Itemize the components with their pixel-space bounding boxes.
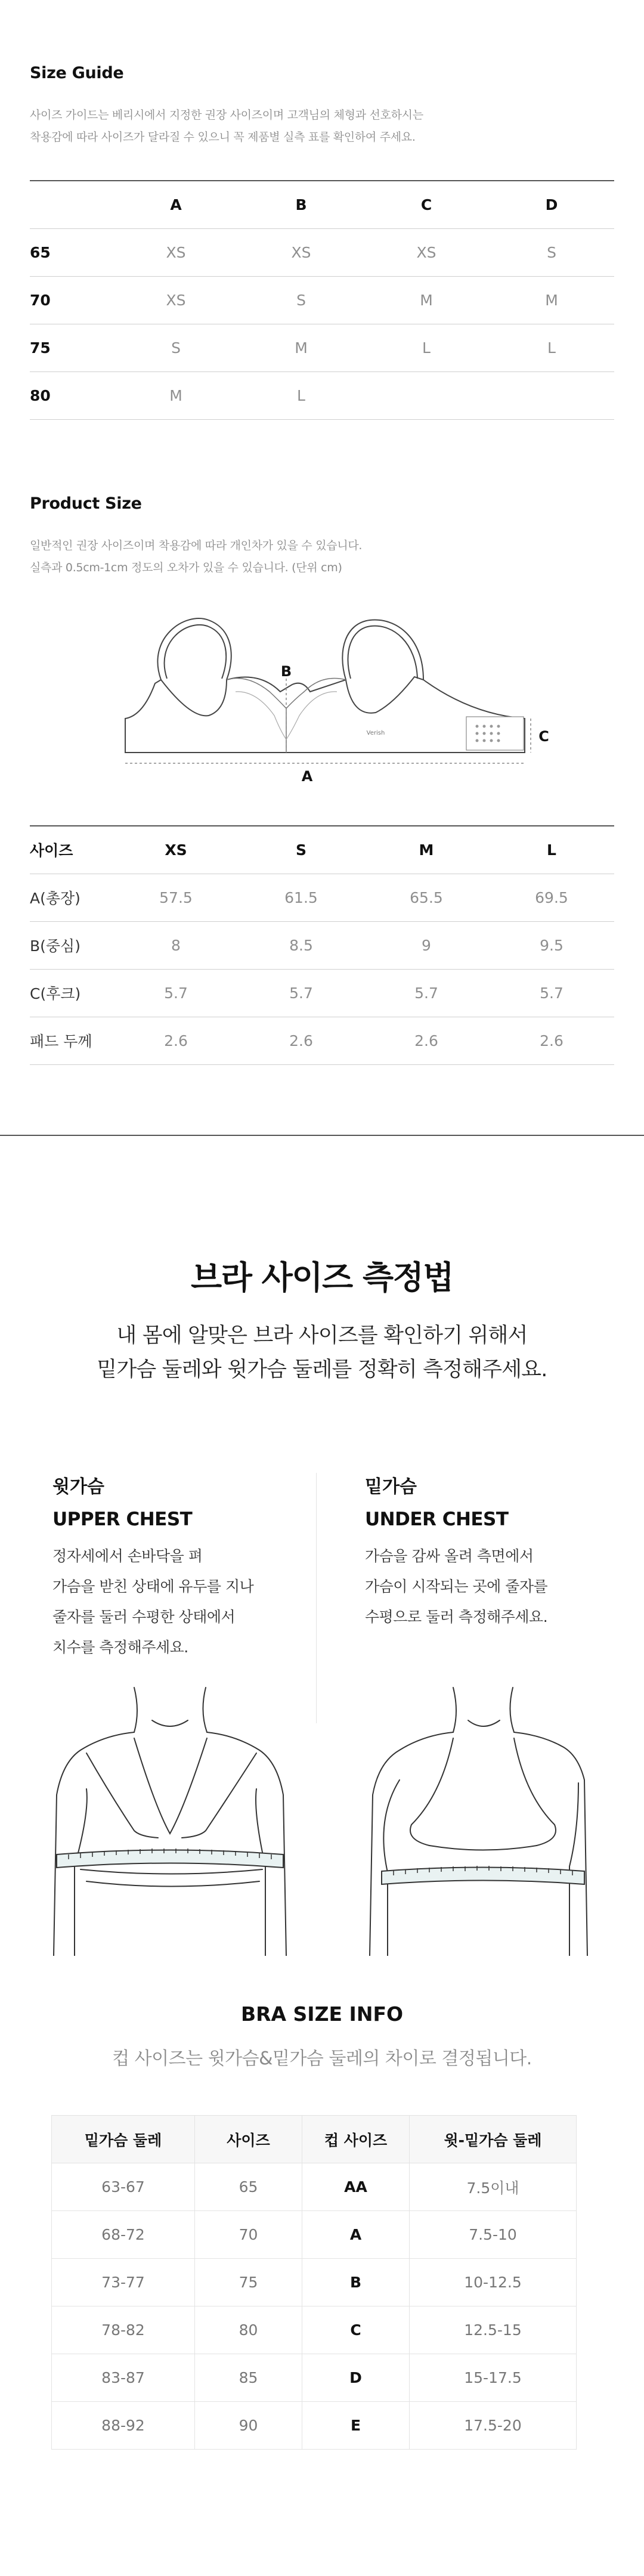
table-row (52, 2211, 577, 2259)
size-cell: L (489, 324, 614, 371)
column-header: XS (113, 826, 239, 874)
size-cell: L (364, 324, 489, 371)
upper-chest-block (52, 1472, 309, 1662)
product-size-table (30, 825, 614, 1065)
size-cell: 80 (195, 2306, 302, 2354)
size-cell: 70 (195, 2211, 302, 2259)
table-row (30, 969, 614, 1017)
size-cell: 90 (195, 2402, 302, 2450)
difference-cell: 17.5-20 (410, 2402, 577, 2450)
size-cell (489, 371, 614, 419)
under-bust-cell: 78-82 (52, 2306, 195, 2354)
measure-cell: 65.5 (364, 874, 489, 921)
bra-info-table (51, 2115, 577, 2450)
table-row (52, 2402, 577, 2450)
upper-chest-desc: 정자세에서 손바닥을 펴 가슴을 받친 상태에 유두를 지나 줄자를 둘러 수평한 상태에서 치수를 측정해주세요. (52, 1547, 254, 1656)
column-header: S (239, 826, 364, 874)
measure-cell: 2.6 (113, 1017, 239, 1064)
diagram-brand-tag: Verish (366, 730, 385, 736)
upper-chest-title-kr: 윗가슴 (52, 1476, 104, 1497)
measure-cell: 2.6 (489, 1017, 614, 1064)
difference-cell: 15-17.5 (410, 2354, 577, 2402)
column-header: 사이즈 (195, 2116, 302, 2163)
table-row (30, 228, 614, 276)
upper-chest-title-en: UPPER CHEST (52, 1509, 193, 1530)
measure-cell: 5.7 (113, 969, 239, 1017)
column-header: L (489, 826, 614, 874)
under-bust-cell: 88-92 (52, 2402, 195, 2450)
under-chest-desc: 가슴을 감싸 올려 측면에서 가슴이 시작되는 곳에 줄자를 수평으로 둘러 측정해주세요. (365, 1547, 548, 1626)
difference-cell: 7.5이내 (410, 2163, 577, 2211)
table-header-row (30, 826, 614, 874)
size-guide-title: Size Guide (30, 64, 124, 82)
measure-cell: 8.5 (239, 921, 364, 969)
size-guide-desc: 사이즈 가이드는 베리시에서 지정한 권장 사이즈이며 고객님의 체형과 선호하시는 착용감에 따라 사이즈가 달라질 수 있으니 꼭 제품별 실측 표를 확인하여 주세요. (30, 109, 423, 144)
table-header-row (30, 181, 614, 228)
table-row (52, 2163, 577, 2211)
under-chest-block (365, 1472, 621, 1632)
size-cell: 75 (195, 2259, 302, 2306)
measure-cell: 5.7 (239, 969, 364, 1017)
table-row (52, 2259, 577, 2306)
band-cell: 65 (30, 228, 113, 276)
measure-cell: 2.6 (364, 1017, 489, 1064)
table-row (30, 324, 614, 371)
measure-cell: 8 (113, 921, 239, 969)
column-header: B (239, 181, 364, 228)
measure-label: A(총장) (30, 874, 113, 921)
size-cell: M (364, 276, 489, 324)
column-header: D (489, 181, 614, 228)
column-header: 밑가슴 둘레 (52, 2116, 195, 2163)
bra-diagram (113, 614, 555, 793)
column-header: C (364, 181, 489, 228)
size-guide-section (30, 64, 614, 148)
measure-cell: 2.6 (239, 1017, 364, 1064)
cup-cell: E (302, 2402, 410, 2450)
size-cell: XS (113, 276, 239, 324)
column-header (30, 181, 113, 228)
cup-cell: AA (302, 2163, 410, 2211)
column-header: M (364, 826, 489, 874)
product-size-table-wrap (30, 825, 614, 1065)
size-cell: M (489, 276, 614, 324)
under-bust-cell: 63-67 (52, 2163, 195, 2211)
diagram-label-c: C (538, 728, 549, 745)
measure-cell: 9 (364, 921, 489, 969)
table-header-row (52, 2116, 577, 2163)
measure-subtitle: 내 몸에 알맞은 브라 사이즈를 확인하기 위해서 밑가슴 둘레와 윗가슴 둘레를 정확히 측정해주세요. (97, 1324, 547, 1382)
under-chest-title-kr: 밑가슴 (365, 1476, 417, 1497)
measure-label: C(후크) (30, 969, 113, 1017)
size-cell: 65 (195, 2163, 302, 2211)
size-guide-table-wrap (30, 180, 614, 420)
size-cell (364, 371, 489, 419)
size-guide-table (30, 180, 614, 420)
bra-info-subtitle: 컵 사이즈는 윗가슴&밑가슴 둘레의 차이로 결정됩니다. (112, 2048, 532, 2069)
diagram-label-b: B (280, 663, 292, 680)
table-row (52, 2354, 577, 2402)
under-chest-illustration (364, 1676, 602, 1956)
size-cell: 85 (195, 2354, 302, 2402)
size-cell: XS (364, 228, 489, 276)
measure-cell: 69.5 (489, 874, 614, 921)
column-header: A (113, 181, 239, 228)
size-cell: XS (113, 228, 239, 276)
difference-cell: 7.5-10 (410, 2211, 577, 2259)
cup-cell: D (302, 2354, 410, 2402)
size-cell: M (113, 371, 239, 419)
under-bust-cell: 73-77 (52, 2259, 195, 2306)
measure-cell: 57.5 (113, 874, 239, 921)
difference-cell: 12.5-15 (410, 2306, 577, 2354)
measure-title: 브라 사이즈 측정법 (191, 1259, 453, 1296)
under-bust-cell: 68-72 (52, 2211, 195, 2259)
size-cell: M (239, 324, 364, 371)
measure-label: B(중심) (30, 921, 113, 969)
measure-cell: 9.5 (489, 921, 614, 969)
table-row (52, 2306, 577, 2354)
upper-chest-illustration (51, 1676, 289, 1956)
table-row (30, 1017, 614, 1064)
band-cell: 70 (30, 276, 113, 324)
size-cell: S (239, 276, 364, 324)
size-cell: L (239, 371, 364, 419)
measure-label: 패드 두께 (30, 1017, 113, 1064)
column-header: 컵 사이즈 (302, 2116, 410, 2163)
table-row (30, 276, 614, 324)
size-cell: XS (239, 228, 364, 276)
cup-cell: C (302, 2306, 410, 2354)
table-row (30, 874, 614, 921)
under-chest-title-en: UNDER CHEST (365, 1509, 509, 1530)
column-divider (316, 1473, 317, 1723)
measure-cell: 61.5 (239, 874, 364, 921)
bra-info-title: BRA SIZE INFO (240, 2002, 404, 2026)
under-bust-cell: 83-87 (52, 2354, 195, 2402)
section-divider (0, 1135, 644, 1136)
cup-cell: A (302, 2211, 410, 2259)
size-cell: S (113, 324, 239, 371)
product-size-section (30, 494, 614, 579)
product-size-desc: 일반적인 권장 사이즈이며 착용감에 따라 개인차가 있을 수 있습니다. 실측과 0.5cm-1cm 정도의 오차가 있을 수 있습니다. (단위 cm) (30, 539, 363, 574)
table-row (30, 371, 614, 419)
cup-cell: B (302, 2259, 410, 2306)
column-header: 사이즈 (30, 826, 113, 874)
table-row (30, 921, 614, 969)
band-cell: 80 (30, 371, 113, 419)
measure-cell: 5.7 (364, 969, 489, 1017)
difference-cell: 10-12.5 (410, 2259, 577, 2306)
column-header: 윗-밑가슴 둘레 (410, 2116, 577, 2163)
product-size-title: Product Size (30, 494, 142, 513)
band-cell: 75 (30, 324, 113, 371)
measure-cell: 5.7 (489, 969, 614, 1017)
diagram-label-a: A (301, 768, 313, 785)
size-cell: S (489, 228, 614, 276)
